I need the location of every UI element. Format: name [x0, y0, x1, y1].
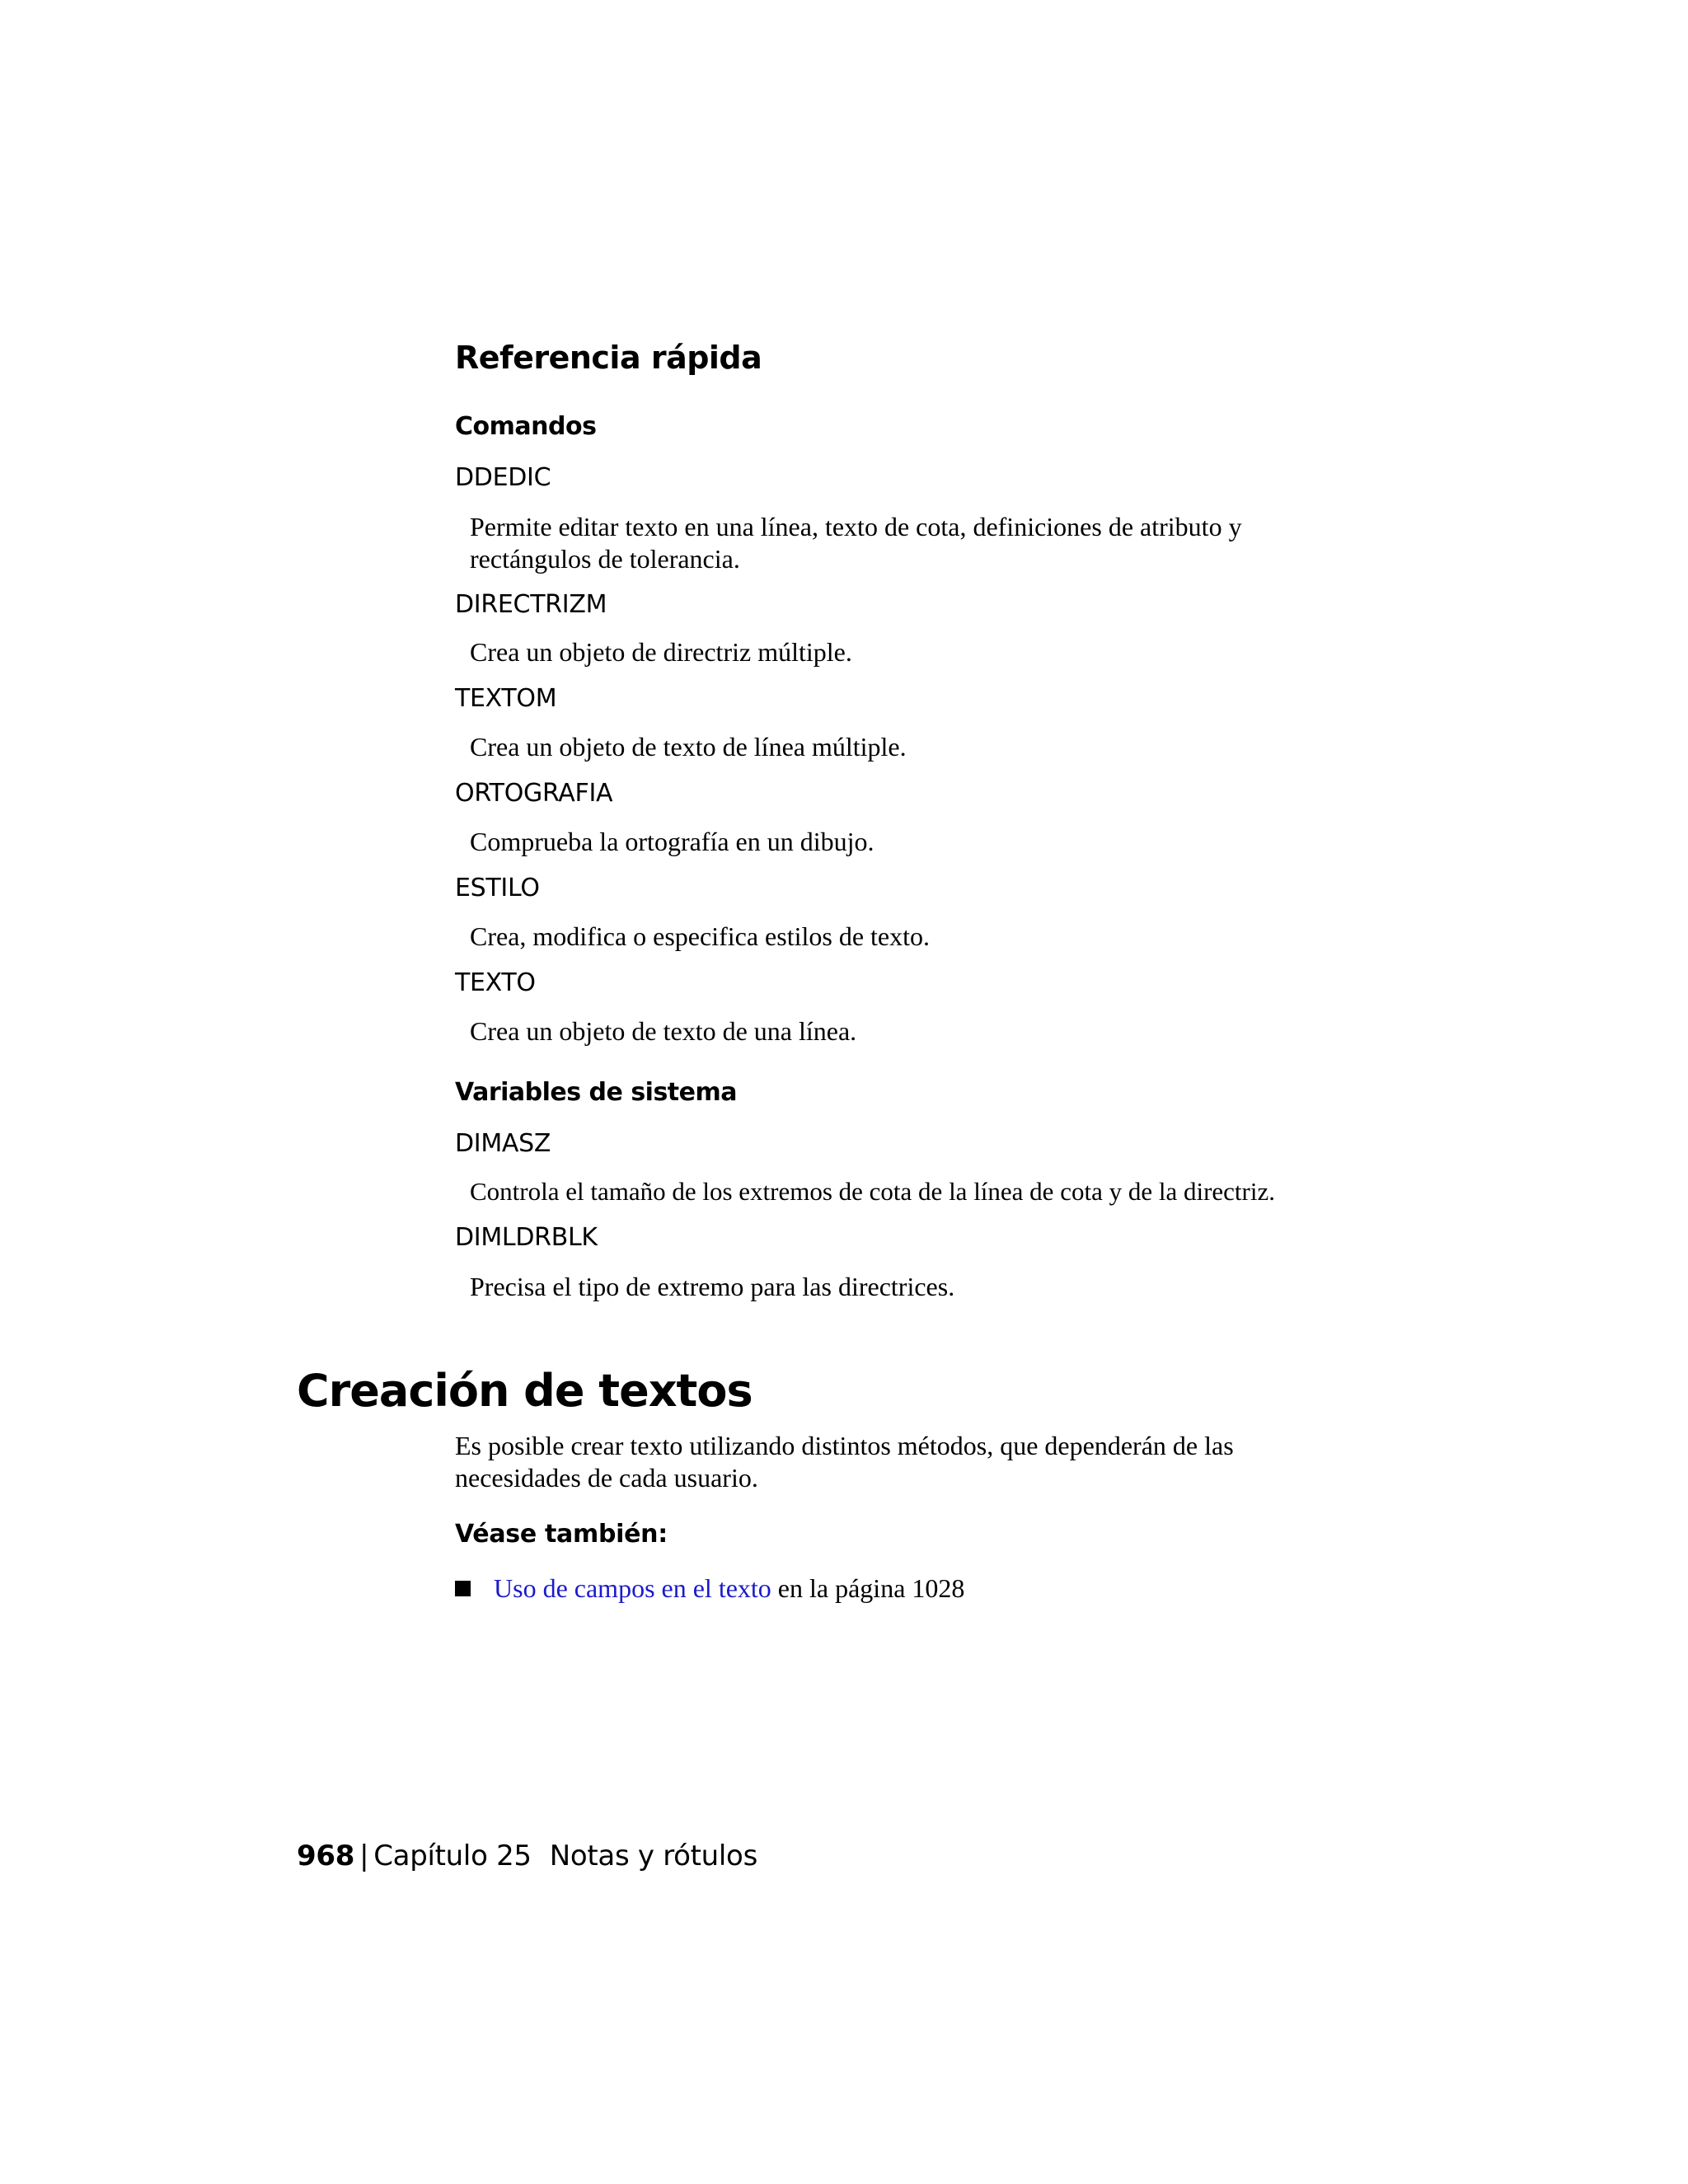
section-body: Es posible crear texto utilizando distintos métodos, que dependerán de las necesidades de cada usuario. [455, 1431, 1234, 1493]
command-term: DIRECTRIZM [455, 590, 607, 619]
footer-chapter-title: Notas y rótulos [549, 1840, 757, 1872]
see-also-item [455, 1572, 964, 1605]
section-title: Creación de textos [297, 1365, 753, 1417]
see-also-label: Véase también: [455, 1520, 668, 1549]
footer-chapter: Capítulo 25 [373, 1840, 532, 1872]
sysvar-description: Controla el tamaño de los extremos de cota de la línea de cota y de la directriz. [470, 1177, 1275, 1206]
sysvars-heading: Variables de sistema [455, 1078, 738, 1107]
command-description: Crea un objeto de directriz múltiple. [470, 637, 852, 667]
sysvar-description: Precisa el tipo de extremo para las directrices. [470, 1272, 955, 1301]
command-description: Permite editar texto en una línea, texto de cota, definiciones de atributo y rectángulos de tolerancia. [470, 512, 1242, 574]
see-also-suffix: en la página 1028 [771, 1573, 965, 1603]
commands-heading: Comandos [455, 412, 597, 441]
command-description: Crea, modifica o especifica estilos de texto. [470, 921, 931, 951]
page-number: 968 [297, 1840, 355, 1872]
command-term: TEXTO [455, 968, 536, 997]
command-term: ORTOGRAFIA [455, 779, 613, 808]
sysvar-term: DIMLDRBLK [455, 1223, 598, 1252]
bullet-square-icon [455, 1581, 471, 1596]
quick-reference-heading: Referencia rápida [455, 340, 762, 376]
command-description: Comprueba la ortografía en un dibujo. [470, 827, 874, 856]
see-also-link[interactable]: Uso de campos en el texto [494, 1573, 771, 1603]
sysvar-term: DIMASZ [455, 1129, 551, 1158]
command-term: TEXTOM [455, 684, 557, 713]
command-term: DDEDIC [455, 463, 551, 492]
command-description: Crea un objeto de texto de una línea. [470, 1016, 857, 1046]
command-description: Crea un objeto de texto de línea múltiple. [470, 732, 907, 762]
footer-separator: | [359, 1840, 369, 1872]
command-term: ESTILO [455, 874, 540, 902]
page-footer [297, 1840, 757, 1873]
